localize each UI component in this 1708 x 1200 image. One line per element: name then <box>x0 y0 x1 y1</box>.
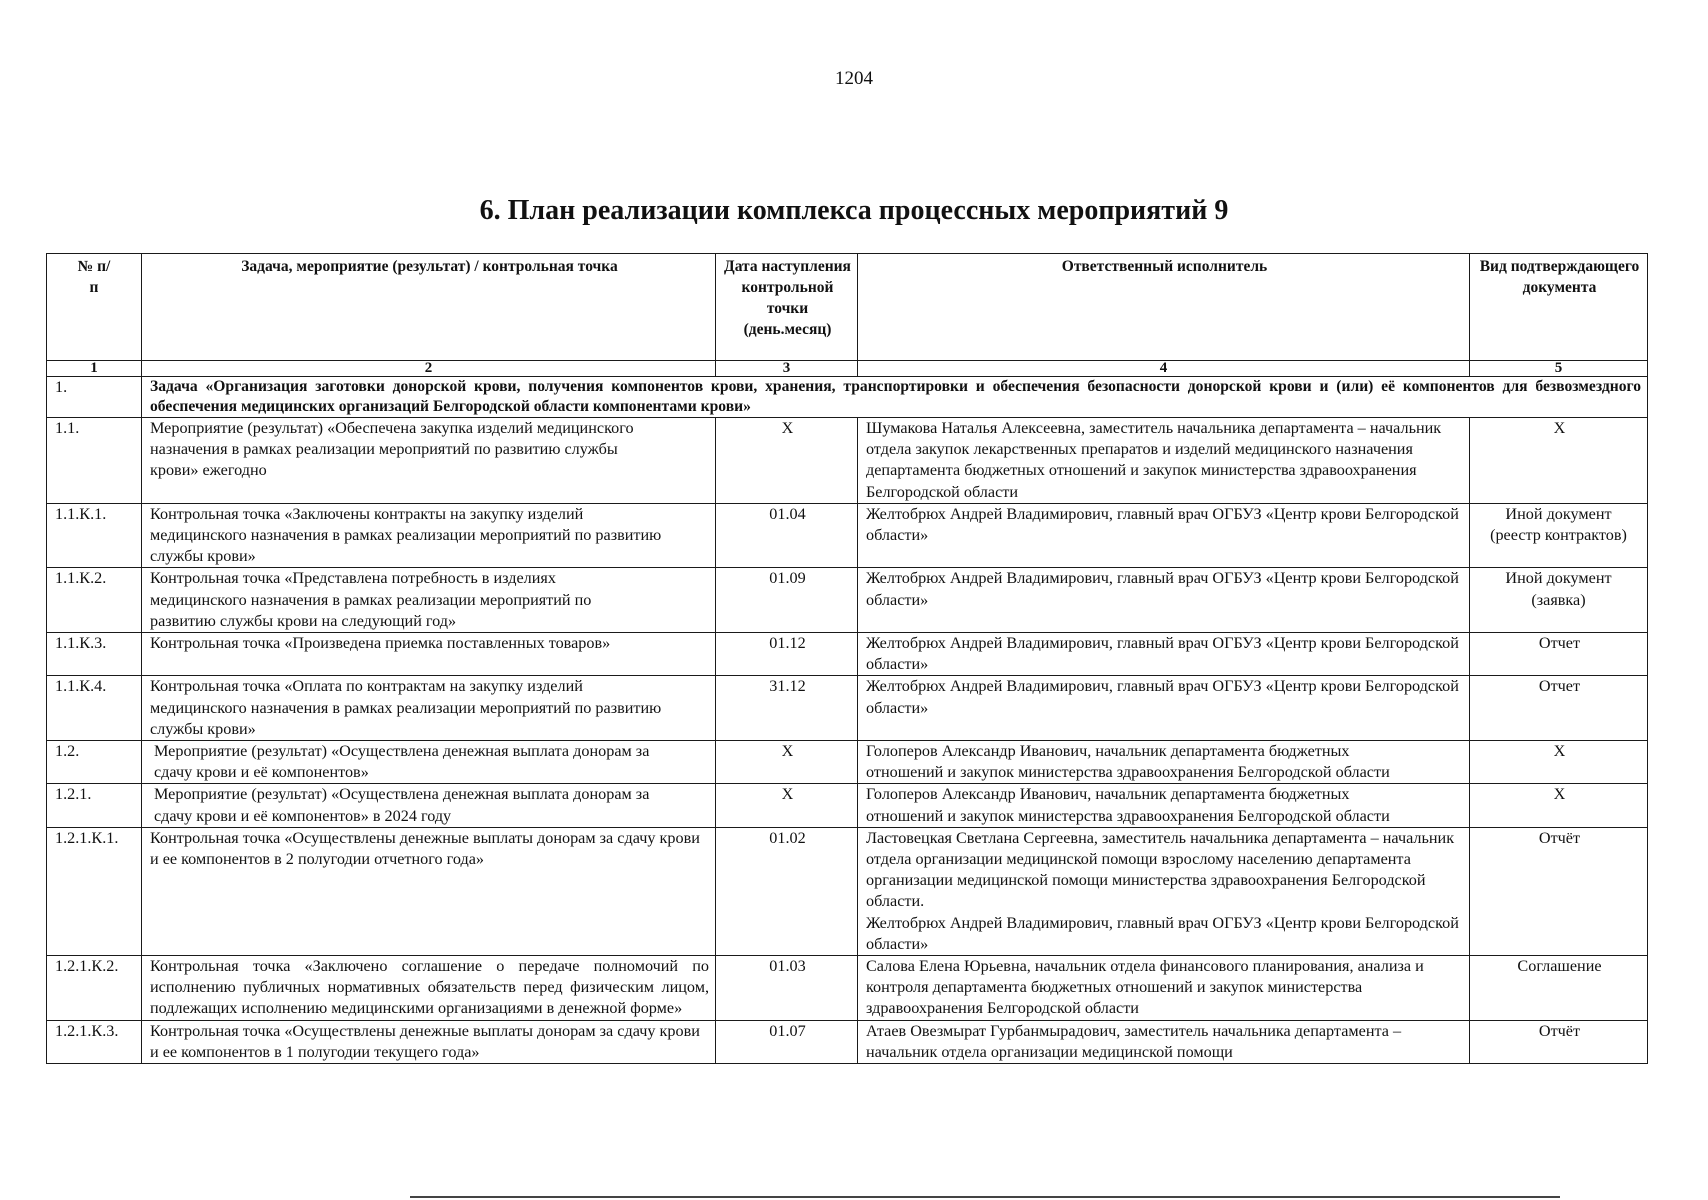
table-row <box>47 1020 1648 1063</box>
column-number: 2 <box>142 361 716 377</box>
table-row <box>47 418 1648 504</box>
row-document: X <box>1470 741 1648 784</box>
page-number: 1204 <box>835 68 873 89</box>
table-row <box>47 676 1648 741</box>
row-name: Контрольная точка «Произведена приемка поставленных товаров» <box>142 633 716 676</box>
row-number: 1.1.К.2. <box>47 568 142 633</box>
row-number: 1.2.1.К.3. <box>47 1020 142 1063</box>
row-name: Контрольная точка «Представлена потребность в изделиях медицинского назначения в рамках реализации мероприятий по развитию службы крови на следующий год» <box>142 568 716 633</box>
header-date: Дата наступления контрольной точки (день.месяц) <box>716 254 858 361</box>
row-date: 31.12 <box>716 676 858 741</box>
row-responsible: Голоперов Александр Иванович, начальник департамента бюджетных отношений и закупок министерства здравоохранения Белгородской области <box>858 741 1470 784</box>
table-row <box>47 827 1648 955</box>
row-date: 01.09 <box>716 568 858 633</box>
row-document: Отчёт <box>1470 1020 1648 1063</box>
row-number: 1.2.1. <box>47 784 142 827</box>
header-document: Вид подтверждающего документа <box>1470 254 1648 361</box>
row-number: 1.2.1.К.2. <box>47 956 142 1021</box>
row-responsible <box>858 827 1470 955</box>
row-date: X <box>716 784 858 827</box>
header-number: № п/п <box>47 254 142 361</box>
row-name: Мероприятие (результат) «Осуществлена денежная выплата донорам за сдачу крови и её компонентов» в 2024 году <box>142 784 716 827</box>
plan-table <box>46 253 1648 1064</box>
row-name: Контрольная точка «Оплата по контрактам на закупку изделий медицинского назначения в рамках реализации мероприятий по развитию службы крови» <box>142 676 716 741</box>
table-row <box>47 956 1648 1021</box>
table-row <box>47 503 1648 568</box>
row-responsible: Желтобрюх Андрей Владимирович, главный врач ОГБУЗ «Центр крови Белгородской области» <box>858 633 1470 676</box>
row-document: Соглашение <box>1470 956 1648 1021</box>
task-row <box>47 377 1648 418</box>
header-responsible: Ответственный исполнитель <box>858 254 1470 361</box>
table-row <box>47 784 1648 827</box>
row-name: Контрольная точка «Заключены контракты на закупку изделий медицинского назначения в рамках реализации мероприятий по развитию службы крови» <box>142 503 716 568</box>
row-date: 01.12 <box>716 633 858 676</box>
row-number: 1.1. <box>47 418 142 504</box>
table-row <box>47 633 1648 676</box>
row-responsible: Желтобрюх Андрей Владимирович, главный врач ОГБУЗ «Центр крови Белгородской области» <box>858 503 1470 568</box>
row-responsible: Салова Елена Юрьевна, начальник отдела финансового планирования, анализа и контроля департамента бюджетных отношений и закупок министерства здравоохранения Белгородской области <box>858 956 1470 1021</box>
row-document: Отчет <box>1470 633 1648 676</box>
responsible-primary: Ластовецкая Светлана Сергеевна, заместитель начальника департамента – начальник отдела организации медицинской помощи взрослому населению департамента организации медицинской помощи министерства здравоохранения Белгородской области. <box>866 828 1455 911</box>
responsible-secondary: Желтобрюх Андрей Владимирович, главный врач ОГБУЗ «Центр крови Белгородской области» <box>866 913 1459 953</box>
table-row <box>47 568 1648 633</box>
scan-divider <box>410 1196 1560 1198</box>
row-document: X <box>1470 784 1648 827</box>
row-name: Контрольная точка «Заключено соглашение о передаче полномочий по исполнению публичных нормативных обязательств перед физическим лицом, подлежащих исполнению медицинскими организациями в денежной форме» <box>142 956 716 1021</box>
row-document: Отчет <box>1470 676 1648 741</box>
row-date: X <box>716 741 858 784</box>
row-responsible: Желтобрюх Андрей Владимирович, главный врач ОГБУЗ «Центр крови Белгородской области» <box>858 676 1470 741</box>
row-date: 01.04 <box>716 503 858 568</box>
page-title: 6. План реализации комплекса процессных мероприятий 9 <box>479 195 1229 226</box>
header-row <box>47 254 1648 361</box>
header-task: Задача, мероприятие (результат) / контрольная точка <box>142 254 716 361</box>
column-number-row <box>47 361 1648 377</box>
row-date: 01.02 <box>716 827 858 955</box>
row-date: 01.03 <box>716 956 858 1021</box>
row-responsible: Шумакова Наталья Алексеевна, заместитель начальника департамента – начальник отдела закупок лекарственных препаратов и изделий медицинского назначения департамента бюджетных отношений и закупок министерства здравоохранения Белгородской области <box>858 418 1470 504</box>
row-number: 1.1.К.3. <box>47 633 142 676</box>
table-row <box>47 741 1648 784</box>
column-number: 4 <box>858 361 1470 377</box>
row-responsible: Голоперов Александр Иванович, начальник департамента бюджетных отношений и закупок министерства здравоохранения Белгородской области <box>858 784 1470 827</box>
row-responsible: Желтобрюх Андрей Владимирович, главный врач ОГБУЗ «Центр крови Белгородской области» <box>858 568 1470 633</box>
row-name: Контрольная точка «Осуществлены денежные выплаты донорам за сдачу крови и ее компонентов в 2 полугодии отчетного года» <box>142 827 716 955</box>
row-number: 1.1.К.1. <box>47 503 142 568</box>
row-name: Мероприятие (результат) «Обеспечена закупка изделий медицинского назначения в рамках реализации мероприятий по развитию службы крови» ежегодно <box>142 418 716 504</box>
row-date: X <box>716 418 858 504</box>
row-document: Иной документ (заявка) <box>1470 568 1648 633</box>
column-number: 3 <box>716 361 858 377</box>
column-number: 1 <box>47 361 142 377</box>
row-document: X <box>1470 418 1648 504</box>
row-number: 1.1.К.4. <box>47 676 142 741</box>
row-date: 01.07 <box>716 1020 858 1063</box>
column-number: 5 <box>1470 361 1648 377</box>
row-number: 1.2.1.К.1. <box>47 827 142 955</box>
row-name: Мероприятие (результат) «Осуществлена денежная выплата донорам за сдачу крови и её компонентов» <box>142 741 716 784</box>
row-document: Иной документ (реестр контрактов) <box>1470 503 1648 568</box>
task-text: Задача «Организация заготовки донорской крови, получения компонентов крови, хранения, транспортировки и обеспечения безопасности донорской крови и (или) её компонентов для безвозмездного обеспечения медицинских организаций Белгородской области компонентами крови» <box>142 377 1648 418</box>
row-responsible: Атаев Овезмырат Гурбанмырадович, заместитель начальника департамента – начальник отдела организации медицинской помощи <box>858 1020 1470 1063</box>
row-name: Контрольная точка «Осуществлены денежные выплаты донорам за сдачу крови и ее компонентов в 1 полугодии текущего года» <box>142 1020 716 1063</box>
task-number: 1. <box>47 377 142 418</box>
row-document: Отчёт <box>1470 827 1648 955</box>
row-number: 1.2. <box>47 741 142 784</box>
